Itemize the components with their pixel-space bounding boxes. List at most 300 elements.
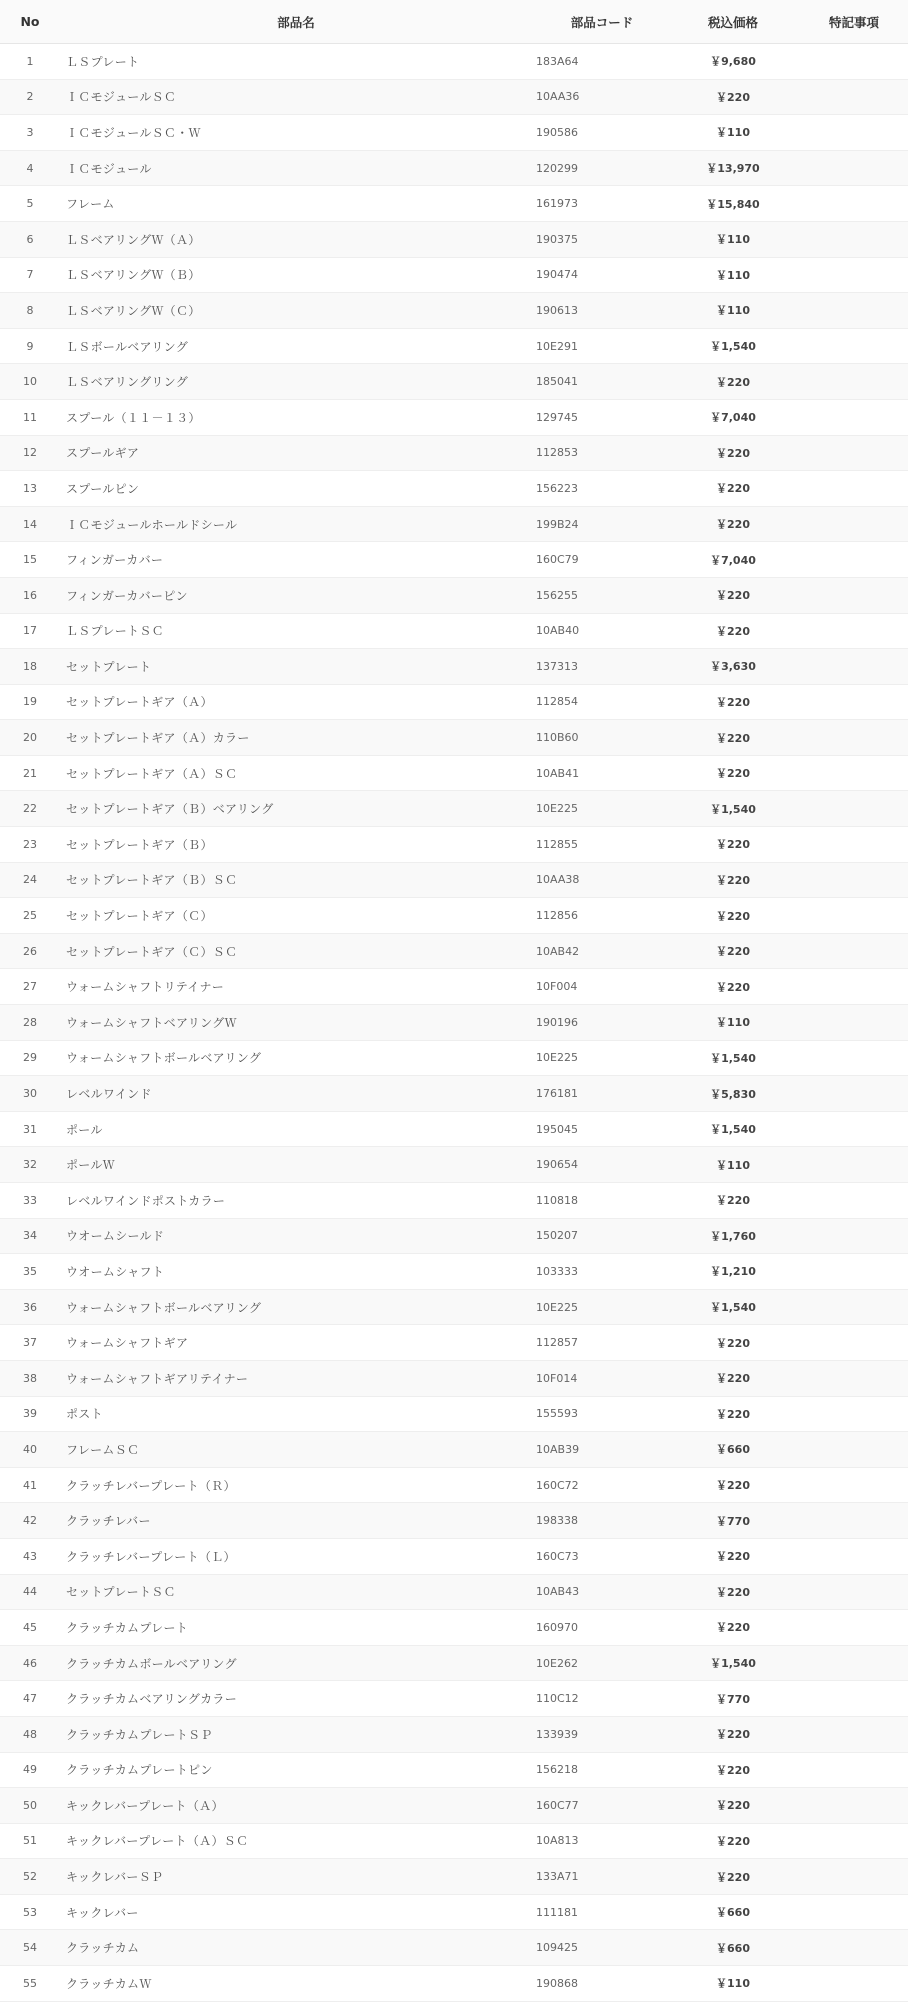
part-note	[800, 1397, 908, 1432]
row-number: 47	[23, 1692, 37, 1706]
table-row	[0, 507, 908, 543]
table-row	[0, 898, 908, 934]
part-note	[800, 649, 908, 684]
row-number: 5	[26, 197, 34, 211]
part-name: セットプレート	[66, 659, 152, 674]
part-name: フィンガーカバー	[66, 553, 164, 568]
table-row	[0, 1717, 908, 1753]
part-code: 160C72	[536, 1478, 579, 1492]
part-code: 10AB41	[536, 766, 580, 780]
table-row	[0, 1646, 908, 1682]
part-code: 190654	[536, 1158, 578, 1172]
part-note	[800, 1219, 908, 1254]
part-name: ウォームシャフトベアリングＷ	[66, 1015, 237, 1030]
part-name: ＬＳプレート	[66, 54, 140, 69]
part-note	[800, 1503, 908, 1538]
part-code: 112856	[536, 909, 578, 923]
table-row	[0, 1681, 908, 1717]
part-code: 199B24	[536, 517, 579, 531]
part-name: レベルワインド	[66, 1087, 152, 1102]
part-note	[800, 1254, 908, 1289]
part-code: 111181	[536, 1905, 578, 1919]
table-row	[0, 1325, 908, 1361]
part-code: 10F014	[536, 1371, 578, 1385]
part-name: スプール（１１－１３）	[66, 410, 201, 425]
part-note	[800, 151, 908, 186]
part-name: セットプレートギア（Ａ）	[66, 695, 213, 710]
part-name: ＩＣモジュールＳＣ	[66, 90, 177, 105]
part-price: ￥220	[716, 375, 750, 389]
part-note	[800, 791, 908, 826]
row-number: 35	[23, 1264, 37, 1278]
row-number: 24	[23, 873, 37, 887]
row-number: 54	[23, 1941, 37, 1955]
table-row	[0, 578, 908, 614]
part-name: スプールギア	[66, 446, 140, 461]
part-note	[800, 1575, 908, 1610]
part-name: ウォームシャフトボールベアリング	[66, 1051, 262, 1066]
part-note	[800, 1361, 908, 1396]
part-note	[800, 1112, 908, 1147]
row-number: 11	[23, 410, 37, 424]
table-row	[0, 293, 908, 329]
part-note	[800, 969, 908, 1004]
part-name: レベルワインドポストカラー	[66, 1193, 226, 1208]
part-price: ￥660	[716, 1906, 750, 1920]
row-number: 38	[23, 1371, 37, 1385]
part-price: ￥220	[716, 624, 750, 638]
part-price: ￥220	[716, 90, 750, 104]
table-row	[0, 258, 908, 294]
part-name: ポールＷ	[66, 1158, 115, 1173]
part-price: ￥220	[716, 1763, 750, 1777]
table-row	[0, 614, 908, 650]
row-number: 7	[26, 268, 34, 282]
row-number: 48	[23, 1727, 37, 1741]
part-price: ￥1,760	[710, 1229, 756, 1243]
part-price: ￥220	[716, 1550, 750, 1564]
row-number: 49	[23, 1763, 37, 1777]
table-row	[0, 151, 908, 187]
row-number: 14	[23, 517, 37, 531]
part-name: ウオームシャフト	[66, 1264, 165, 1279]
part-name: ＬＳベアリングＷ（Ｂ）	[66, 268, 201, 283]
row-number: 23	[23, 837, 37, 851]
row-number: 53	[23, 1905, 37, 1919]
row-number: 12	[23, 446, 37, 460]
table-row	[0, 1219, 908, 1255]
column-header-note: 特記事項	[828, 14, 879, 30]
row-number: 42	[23, 1514, 37, 1528]
part-code: 10A813	[536, 1834, 579, 1848]
part-price: ￥220	[716, 731, 750, 745]
row-number: 50	[23, 1798, 37, 1812]
part-name: ＩＣモジュールＳＣ・Ｗ	[66, 125, 201, 140]
table-row	[0, 400, 908, 436]
part-note	[800, 863, 908, 898]
part-price: ￥110	[716, 304, 750, 318]
part-name: セットプレートギア（Ｂ）	[66, 837, 213, 852]
part-note	[800, 222, 908, 257]
row-number: 8	[26, 303, 34, 317]
part-note	[800, 1646, 908, 1681]
part-note	[800, 1005, 908, 1040]
table-row	[0, 1290, 908, 1326]
table-row	[0, 934, 908, 970]
row-number: 2	[26, 90, 34, 104]
part-name: ウォームシャフトギアリテイナー	[66, 1371, 249, 1386]
part-name: クラッチレバー	[66, 1514, 151, 1529]
part-note	[800, 1076, 908, 1111]
part-code: 112855	[536, 837, 578, 851]
part-code: 190196	[536, 1015, 578, 1029]
part-note	[800, 1183, 908, 1218]
part-name: ＬＳプレートＳＣ	[66, 624, 164, 639]
part-price: ￥220	[716, 1585, 750, 1599]
part-price: ￥110	[716, 126, 750, 140]
part-code: 176181	[536, 1087, 578, 1101]
part-code: 150207	[536, 1229, 578, 1243]
part-note	[800, 685, 908, 720]
part-price: ￥220	[716, 1870, 750, 1884]
part-price: ￥220	[716, 838, 750, 852]
row-number: 31	[23, 1122, 37, 1136]
part-code: 110B60	[536, 731, 579, 745]
part-name: ＩＣモジュール	[66, 161, 152, 176]
part-code: 185041	[536, 375, 578, 389]
part-note	[800, 898, 908, 933]
part-name: セットプレートギア（Ｃ）ＳＣ	[66, 944, 238, 959]
part-note	[800, 542, 908, 577]
part-name: ウォームシャフトリテイナー	[66, 980, 225, 995]
row-number: 18	[23, 659, 37, 673]
part-price: ￥1,540	[710, 1301, 756, 1315]
part-note	[800, 1468, 908, 1503]
part-code: 10AB39	[536, 1442, 580, 1456]
table-row	[0, 1824, 908, 1860]
table-row	[0, 542, 908, 578]
part-name: ＩＣモジュールホールドシール	[66, 517, 238, 532]
part-note	[800, 720, 908, 755]
part-name: キックレバープレート（Ａ）	[66, 1798, 224, 1813]
table-row	[0, 1930, 908, 1966]
part-note	[800, 436, 908, 471]
part-code: 112857	[536, 1336, 578, 1350]
part-price: ￥220	[716, 1621, 750, 1635]
part-note	[800, 80, 908, 115]
row-number: 26	[23, 944, 37, 958]
part-name: セットプレートギア（Ｂ）ＳＣ	[66, 873, 238, 888]
part-code: 10E225	[536, 1051, 578, 1065]
part-price: ￥220	[716, 1372, 750, 1386]
part-code: 198338	[536, 1514, 578, 1528]
row-number: 10	[23, 375, 37, 389]
part-note	[800, 1895, 908, 1930]
row-number: 15	[23, 553, 37, 567]
part-code: 120299	[536, 161, 578, 175]
row-number: 19	[23, 695, 37, 709]
part-name: クラッチカム	[66, 1941, 140, 1956]
part-name: ポスト	[66, 1407, 103, 1422]
part-note	[800, 1041, 908, 1076]
part-code: 10E291	[536, 339, 578, 353]
part-code: 133939	[536, 1727, 578, 1741]
part-name: セットプレートＳＣ	[66, 1585, 176, 1600]
part-note	[800, 400, 908, 435]
row-number: 29	[23, 1051, 37, 1065]
part-note	[800, 1432, 908, 1467]
part-price: ￥110	[716, 1016, 750, 1030]
table-row	[0, 1575, 908, 1611]
part-note	[800, 1859, 908, 1894]
column-header-price: 税込価格	[707, 14, 758, 30]
part-name: セットプレートギア（Ａ）カラー	[66, 731, 250, 746]
part-note	[800, 186, 908, 221]
table-row	[0, 329, 908, 365]
row-number: 33	[23, 1193, 37, 1207]
table-row	[0, 364, 908, 400]
part-code: 10E262	[536, 1656, 578, 1670]
row-number: 21	[23, 766, 37, 780]
part-note	[800, 1788, 908, 1823]
part-code: 160C73	[536, 1549, 579, 1563]
part-note	[800, 115, 908, 150]
part-price: ￥110	[716, 1977, 750, 1991]
table-row	[0, 1147, 908, 1183]
table-header-row	[0, 0, 908, 44]
part-code: 190613	[536, 303, 578, 317]
part-name: ポール	[66, 1122, 103, 1137]
part-code: 10E225	[536, 802, 578, 816]
part-code: 10AB42	[536, 944, 580, 958]
part-price: ￥5,830	[710, 1087, 756, 1101]
part-code: 190586	[536, 125, 578, 139]
part-name: クラッチカムＷ	[66, 1976, 152, 1991]
part-note	[800, 578, 908, 613]
part-price: ￥220	[716, 873, 750, 887]
table-row	[0, 1610, 908, 1646]
row-number: 55	[23, 1976, 37, 1990]
part-name: ＬＳベアリングＷ（Ａ）	[66, 232, 201, 247]
part-price: ￥220	[716, 909, 750, 923]
table-row	[0, 791, 908, 827]
part-name: クラッチカムプレートＳＰ	[66, 1727, 213, 1742]
part-name: セットプレートギア（Ｂ）ベアリング	[66, 802, 274, 817]
part-code: 112854	[536, 695, 578, 709]
part-name: クラッチレバープレート（Ｌ）	[66, 1549, 236, 1564]
part-code: 155593	[536, 1407, 578, 1421]
row-number: 16	[23, 588, 37, 602]
table-row	[0, 436, 908, 472]
part-price: ￥220	[716, 1407, 750, 1421]
part-price: ￥770	[716, 1514, 750, 1528]
table-row	[0, 115, 908, 151]
part-note	[800, 1753, 908, 1788]
row-number: 17	[23, 624, 37, 638]
row-number: 51	[23, 1834, 37, 1848]
part-code: 137313	[536, 659, 578, 673]
part-note	[800, 44, 908, 79]
table-row	[0, 1788, 908, 1824]
part-price: ￥1,540	[710, 1123, 756, 1137]
table-row	[0, 1859, 908, 1895]
part-note	[800, 471, 908, 506]
part-price: ￥660	[716, 1941, 750, 1955]
part-note	[800, 1610, 908, 1645]
part-name: ウォームシャフトボールベアリング	[66, 1300, 262, 1315]
part-name: スプールピン	[66, 481, 140, 496]
table-row	[0, 1076, 908, 1112]
table-row	[0, 863, 908, 899]
table-row	[0, 756, 908, 792]
part-code: 156223	[536, 481, 578, 495]
table-row	[0, 1468, 908, 1504]
part-code: 103333	[536, 1264, 578, 1278]
part-price: ￥220	[716, 1799, 750, 1813]
column-header-code: 部品コード	[570, 14, 634, 30]
part-code: 110C12	[536, 1692, 579, 1706]
table-row	[0, 1503, 908, 1539]
part-price: ￥220	[716, 589, 750, 603]
part-name: ＬＳベアリングＷ（Ｃ）	[66, 303, 201, 318]
part-price: ￥1,540	[710, 802, 756, 816]
part-price: ￥7,040	[710, 553, 756, 567]
row-number: 43	[23, 1549, 37, 1563]
part-note	[800, 1681, 908, 1716]
table-row	[0, 1005, 908, 1041]
part-price: ￥220	[716, 518, 750, 532]
table-row	[0, 222, 908, 258]
part-price: ￥110	[716, 233, 750, 247]
part-name: ウォームシャフトギア	[66, 1336, 189, 1351]
table-row	[0, 1397, 908, 1433]
table-row	[0, 186, 908, 222]
part-price: ￥220	[716, 980, 750, 994]
table-row	[0, 1112, 908, 1148]
table-row	[0, 44, 908, 80]
part-code: 156255	[536, 588, 578, 602]
part-code: 10AA38	[536, 873, 580, 887]
part-price: ￥220	[716, 945, 750, 959]
part-price: ￥1,540	[710, 1051, 756, 1065]
part-note	[800, 1147, 908, 1182]
part-price: ￥220	[716, 1194, 750, 1208]
part-note	[800, 507, 908, 542]
row-number: 40	[23, 1442, 37, 1456]
part-code: 10AB40	[536, 624, 580, 638]
part-note	[800, 934, 908, 969]
part-code: 160970	[536, 1620, 578, 1634]
part-code: 160C77	[536, 1798, 579, 1812]
table-row	[0, 685, 908, 721]
part-name: キックレバー	[66, 1905, 139, 1920]
part-name: フレーム	[66, 197, 115, 212]
part-price: ￥220	[716, 1728, 750, 1742]
part-name: クラッチカムボールベアリング	[66, 1656, 237, 1671]
row-number: 13	[23, 481, 37, 495]
part-price: ￥220	[716, 482, 750, 496]
part-name: フレームＳＣ	[66, 1442, 140, 1457]
table-row	[0, 1966, 908, 2002]
part-code: 156218	[536, 1763, 578, 1777]
part-code: 10AA36	[536, 90, 580, 104]
part-note	[800, 1930, 908, 1965]
table-row	[0, 1361, 908, 1397]
table-row	[0, 1183, 908, 1219]
part-name: クラッチカムプレート	[66, 1620, 189, 1635]
part-note	[800, 1824, 908, 1859]
row-number: 25	[23, 909, 37, 923]
row-number: 22	[23, 802, 37, 816]
part-price: ￥1,210	[710, 1265, 756, 1279]
part-price: ￥15,840	[706, 197, 760, 211]
row-number: 37	[23, 1336, 37, 1350]
table-row	[0, 720, 908, 756]
part-code: 190868	[536, 1976, 578, 1990]
table-row	[0, 1539, 908, 1575]
row-number: 46	[23, 1656, 37, 1670]
part-price: ￥220	[716, 1336, 750, 1350]
part-price: ￥9,680	[710, 55, 756, 69]
part-note	[800, 329, 908, 364]
table-body	[0, 44, 908, 2002]
row-number: 27	[23, 980, 37, 994]
part-price: ￥3,630	[710, 660, 756, 674]
part-code: 112853	[536, 446, 578, 460]
column-header-no: No	[20, 14, 40, 29]
row-number: 3	[26, 125, 34, 139]
row-number: 45	[23, 1620, 37, 1634]
table-row	[0, 471, 908, 507]
column-header-name: 部品名	[277, 14, 315, 30]
table-row	[0, 1895, 908, 1931]
part-note	[800, 1290, 908, 1325]
part-price: ￥110	[716, 268, 750, 282]
part-price: ￥220	[716, 1834, 750, 1848]
part-code: 190375	[536, 232, 578, 246]
part-note	[800, 1539, 908, 1574]
part-name: クラッチカムベアリングカラー	[66, 1692, 238, 1707]
row-number: 6	[26, 232, 34, 246]
part-note	[800, 293, 908, 328]
table-row	[0, 1041, 908, 1077]
part-code: 183A64	[536, 54, 579, 68]
part-note	[800, 258, 908, 293]
part-code: 195045	[536, 1122, 578, 1136]
part-code: 110818	[536, 1193, 578, 1207]
part-name: クラッチカムプレートピン	[66, 1763, 213, 1778]
row-number: 20	[23, 731, 37, 745]
part-price: ￥220	[716, 767, 750, 781]
part-code: 109425	[536, 1941, 578, 1955]
part-price: ￥220	[716, 1479, 750, 1493]
part-name: セットプレートギア（Ａ）ＳＣ	[66, 766, 238, 781]
part-name: セットプレートギア（Ｃ）	[66, 909, 213, 924]
row-number: 41	[23, 1478, 37, 1492]
part-code: 133A71	[536, 1870, 579, 1884]
part-code: 10AB43	[536, 1585, 580, 1599]
part-note	[800, 1717, 908, 1752]
row-number: 32	[23, 1158, 37, 1172]
part-note	[800, 614, 908, 649]
row-number: 44	[23, 1585, 37, 1599]
table-row	[0, 969, 908, 1005]
part-price: ￥220	[716, 695, 750, 709]
part-code: 10E225	[536, 1300, 578, 1314]
row-number: 34	[23, 1229, 37, 1243]
part-code: 10F004	[536, 980, 578, 994]
row-number: 30	[23, 1087, 37, 1101]
